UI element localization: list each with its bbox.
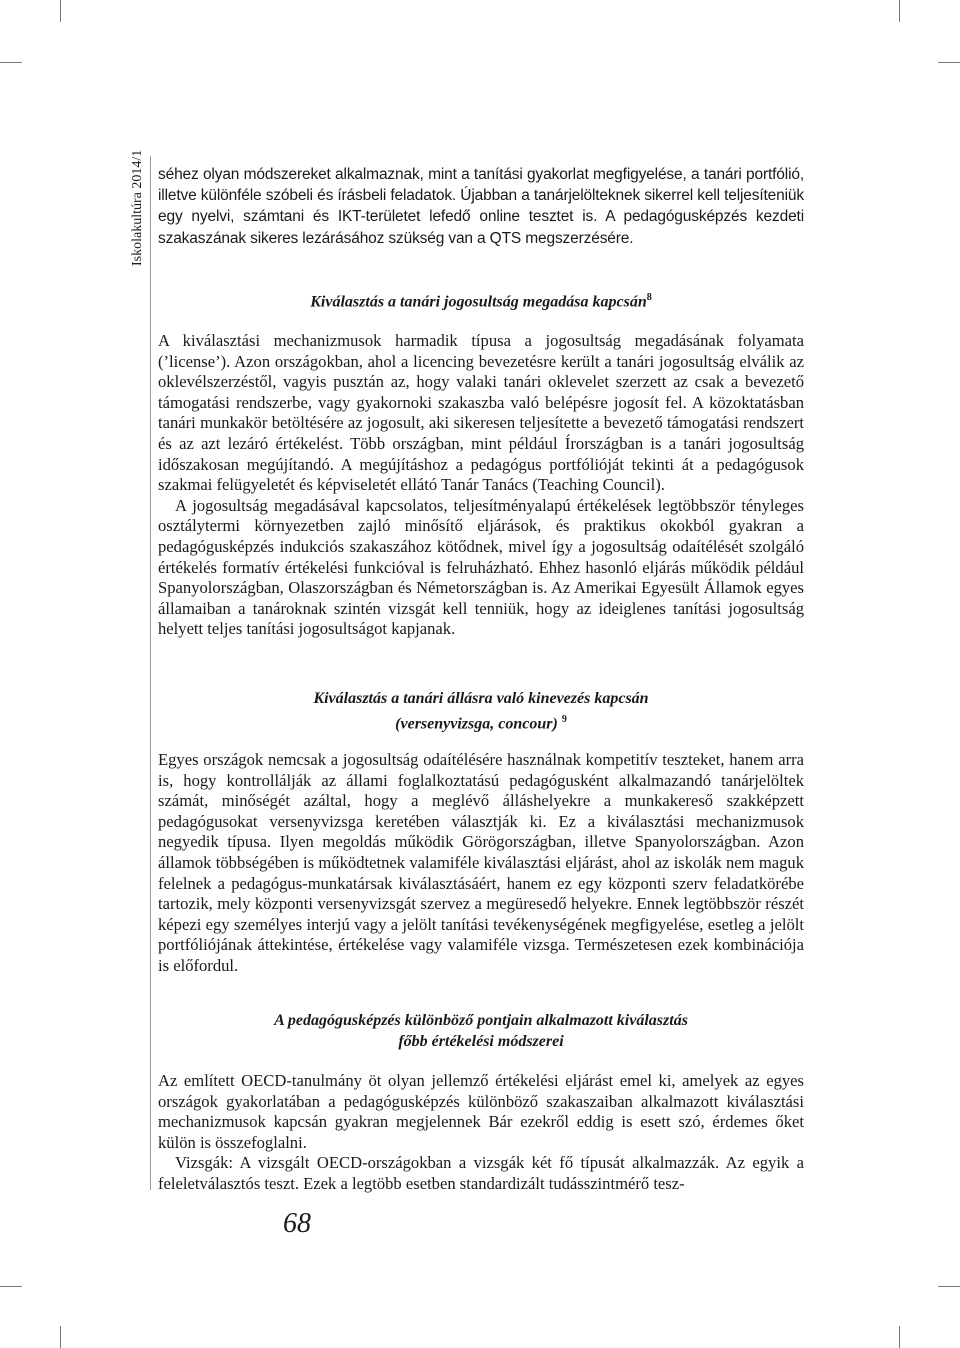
intro-paragraph: séhez olyan módszereket alkalmaznak, mint a tanítási gyakorlat megfigyelése, a tanári portfólió, illetve különféle szóbeli és írásbeli feladatok. Újabban a tanárjelölteknek sikerrel kell teljesíteniük egy nyelvi, számtani és IKT-területet lefedő online tesztet is. A pedagógusképzés kezdeti szakaszának sikeres lezárásához szükség van a QTS megszerzésére.	[158, 166, 804, 247]
section-appointment-body	[158, 750, 804, 977]
crop-mark-right-bottom	[938, 1286, 960, 1287]
crop-mark-right-top	[938, 62, 960, 63]
section-methods	[158, 1011, 804, 1052]
section-methods-body	[158, 1071, 804, 1195]
heading-text: (versenyvizsga, concour)	[395, 714, 558, 732]
crop-mark-bottom-right	[899, 1326, 900, 1348]
page-number: 68	[283, 1208, 311, 1239]
section-heading-methods-line2: főbb értékelési módszerei	[398, 1032, 564, 1050]
crop-mark-bottom-left	[60, 1326, 61, 1348]
running-head	[130, 149, 146, 268]
paragraph: A kiválasztási mechanizmusok harmadik típusa a jogosultság megadásának folyamata (’license’). Azon országokban, ahol a licencing bevezetésre került a tanári jogosultság elválik az oklevélszerzéstől, vagyis pusztán az, hogy valaki tanári oklevelet szerzett az csak a bevezető támogatási rendszerbe, vagy gyakornoki szakaszba való belépésre jogosít fel. A közoktatásban tanári munkakör betöltésére az jogosult, aki sikeresen teljesítette a bevezető támogatási rendszert és az azt lezáró értékelést. Több országban, mint például Írországban is a tanári jogosultság időszakosan megújítandó. A megújításhoz a pedagógus portfólióját tekinti át a pedagógusok szakmai felügyeletét és képviseletét ellátó Tanár Tanács (Teaching Council).	[158, 331, 804, 495]
crop-mark-top-right	[899, 0, 900, 22]
heading-text: Kiválasztás a tanári jogosultság megadása kapcsán	[310, 293, 647, 311]
footnote-ref: 8	[646, 292, 652, 303]
section-heading-appointment-line1: Kiválasztás a tanári állásra való kinevezés kapcsán	[313, 690, 649, 707]
crop-mark-top-left	[60, 0, 61, 22]
paragraph: Egyes országok nemcsak a jogosultság odaítélésére használnak kompetitív teszteket, hanem arra is, hogy kontrollálják az állami foglalkoztatású pedagógusként alkalmazandó tanárjelöltek számát, minőségét azáltal, hogy a meglévő álláshelyekre a munkakereső szakképzett pedagógusokat versenyvizsga keretében választják ki. Ez a kiválasztási mechanizmusok negyedik típusa. Ilyen megoldás működik Görögországban, illetve Spanyolországban. Azon államok többségében is működtetnek valamiféle kiválasztási eljárást, ahol az iskolák nem maguk felelnek a pedagógus-munkatársak kiválasztásáért, hanem ez egy központi szerv feladatkörébe tartozik, mely központi versenyvizsgát szervez a megüresedő helyekre. Ennek legtöbbször részét képezi egy személyes interjú vagy a jelölt tanítási tevékenységének megfigyelése, esetleg a jelölt portfóliójának áttekintése, értékelése vagy valamiféle vizsga. Természetesen ezek kombinációja is előfordul.	[158, 750, 804, 975]
margin-rule	[150, 156, 151, 1190]
intro-block	[158, 164, 804, 249]
crop-mark-left-top	[0, 62, 22, 63]
section-appointment	[158, 689, 804, 734]
running-head-text: Iskolakultúra 2014/1	[130, 149, 145, 266]
section-heading-methods-line1: A pedagógusképzés különböző pontjain alkalmazott kiválasztás	[274, 1012, 688, 1029]
paragraph: A jogosultság megadásával kapcsolatos, teljesítményalapú értékelések legtöbbször tényleges osztálytermi környezetben zajló minősítő eljárások, és praktikus okokból gyakran a pedagógusképzés indukciós szakaszához kötődnek, mivel így a jogosultság odaítélését szolgáló értékelés formatív értékelési funkcióval is felruházható. Ehhez hasonló eljárás működik például Spanyolországban, Olaszországban és Németországban is. Az Amerikai Egyesült Államok egyes államaiban a tanároknak szintén vizsgát kell tenniük, hogy az ideiglenes tanítási jogosultság helyett teljes tanítási jogosultságot kapjanak.	[158, 495, 804, 639]
footnote-ref: 9	[561, 713, 567, 725]
section-heading-appointment-line2	[158, 710, 804, 735]
section-licensing	[158, 288, 804, 313]
section-licensing-body	[158, 331, 804, 640]
section-heading-licensing	[158, 288, 804, 313]
crop-mark-left-bottom	[0, 1286, 22, 1287]
paragraph: Az említett OECD-tanulmány öt olyan jellemző értékelési eljárást emel ki, amelyek az egyes országok gyakorlatában a pedagógusképzés különböző szakaszaiban alkalmazott kiválasztási mechanizmusok kapcsán gyakran megjelennek Bár ezekről eddig is esett szó, érdemes őket külön is összefoglalni.	[158, 1071, 804, 1152]
paragraph: Vizsgák: A vizsgált OECD-országokban a vizsgák két fő típusát alkalmazzák. Az egyik a feleletválasztós teszt. Ezek a legtöbb esetben standardizált tudásszintmérő tesz-	[158, 1153, 804, 1193]
